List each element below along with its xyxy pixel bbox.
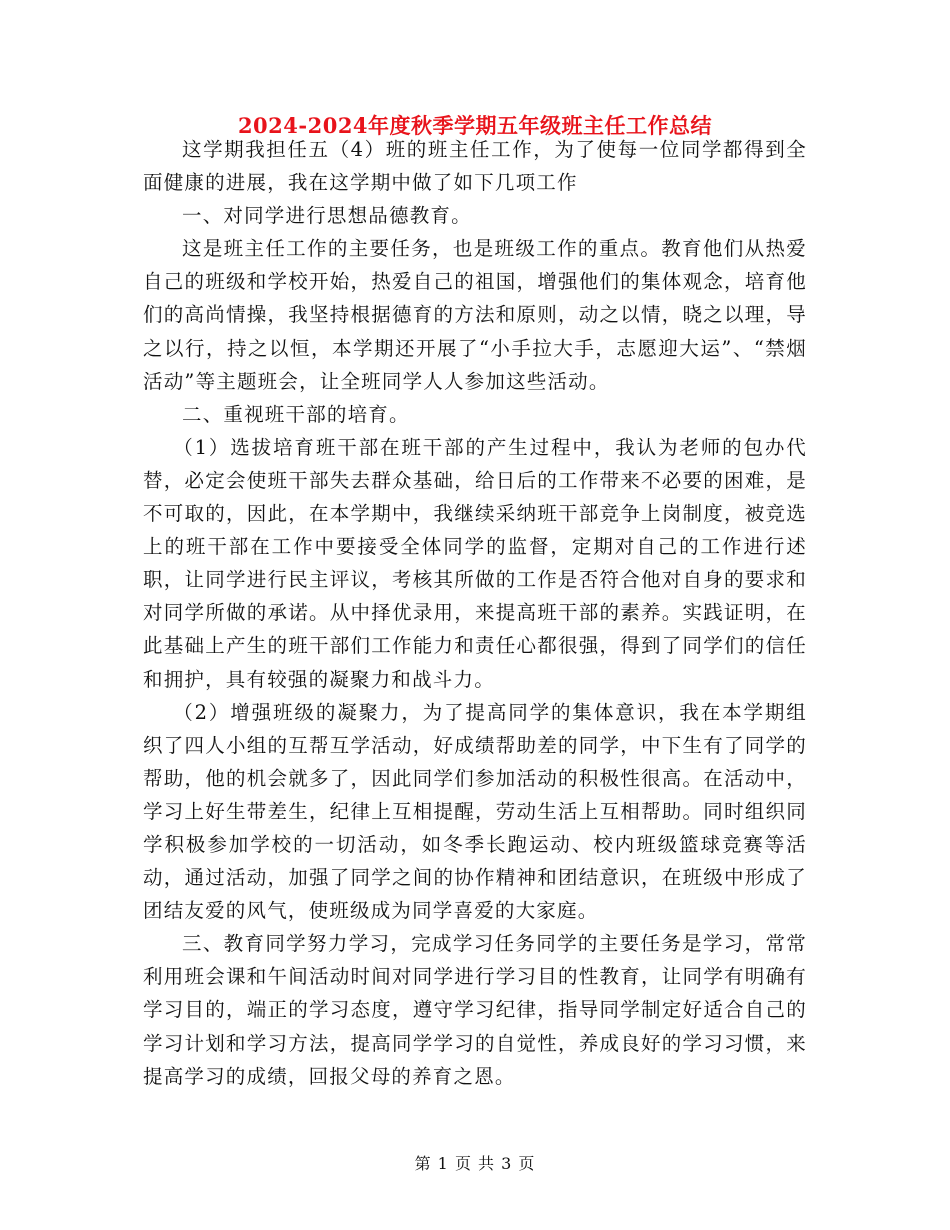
section-heading-1: 一、对同学进行思想品德教育。 <box>182 204 472 228</box>
page-indicator: 第 1 页 共 3 页 <box>414 1154 536 1173</box>
paragraph-moral-education: 这是班主任工作的主要任务，也是班级工作的重点。教育他们从热爱自己的班级和学校开始，热爱自己的祖国，增强他们的集体观念，培育他们的高尚情操，我坚持根据德育的方法和原则，动之以情，晓之以理，导之以行，持之以恒，本学期还开展了“小手拉大手，志愿迎大运”、“禁烟活动”等主题班会，让全班同学人人参加这些活动。 <box>143 237 807 393</box>
section-heading-2: 二、重视班干部的培育。 <box>182 402 410 426</box>
paragraph-cadre-selection: （1）选拔培育班干部在班干部的产生过程中，我认为老师的包办代替，必定会使班干部失去群众基础，给日后的工作带来不必要的困难，是不可取的，因此，在本学期中，我继续采纳班干部竞争上岗制度，被竞选上的班干部在工作中要接受全体同学的监督，定期对自己的工作进行述职，让同学进行民主评议，考核其所做的工作是否符合他对自身的要求和对同学所做的承诺。从中择优录用，来提高班干部的素养。实践证明，在此基础上产生的班干部们工作能力和责任心都很强，得到了同学们的信任和拥护，具有较强的凝聚力和战斗力。 <box>143 435 807 691</box>
document-body <box>143 133 807 1093</box>
paragraph-study-education: 三、教育同学努力学习，完成学习任务同学的主要任务是学习，常常利用班会课和午间活动时间对同学进行学习目的性教育，让同学有明确有学习目的，端正的学习态度，遵守学习纪律，指导同学制定好适合自己的学习计划和学习方法，提高同学学习的自觉性，养成良好的学习习惯，来提高学习的成绩，回报父母的养育之恩。 <box>143 932 807 1088</box>
paragraph-intro: 这学期我担任五（4）班的班主任工作，为了使每一位同学都得到全面健康的进展，我在这学期中做了如下几项工作 <box>143 138 807 195</box>
paragraph-class-cohesion: （2）增强班级的凝聚力，为了提高同学的集体意识，我在本学期组织了四人小组的互帮互学活动，好成绩帮助差的同学，中下生有了同学的帮助，他的机会就多了，因此同学们参加活动的积极性很高。在活动中，学习上好生带差生，纪律上互相提醒，劳动生活上互相帮助。同时组织同学积极参加学校的一切活动，如冬季长跑运动、校内班级篮球竞赛等活动，通过活动，加强了同学之间的协作精神和团结意识，在班级中形成了团结友爱的风气，使班级成为同学喜爱的大家庭。 <box>143 700 807 923</box>
document-title: 2024-2024年度秋季学期五年级班主任工作总结 <box>237 113 713 138</box>
